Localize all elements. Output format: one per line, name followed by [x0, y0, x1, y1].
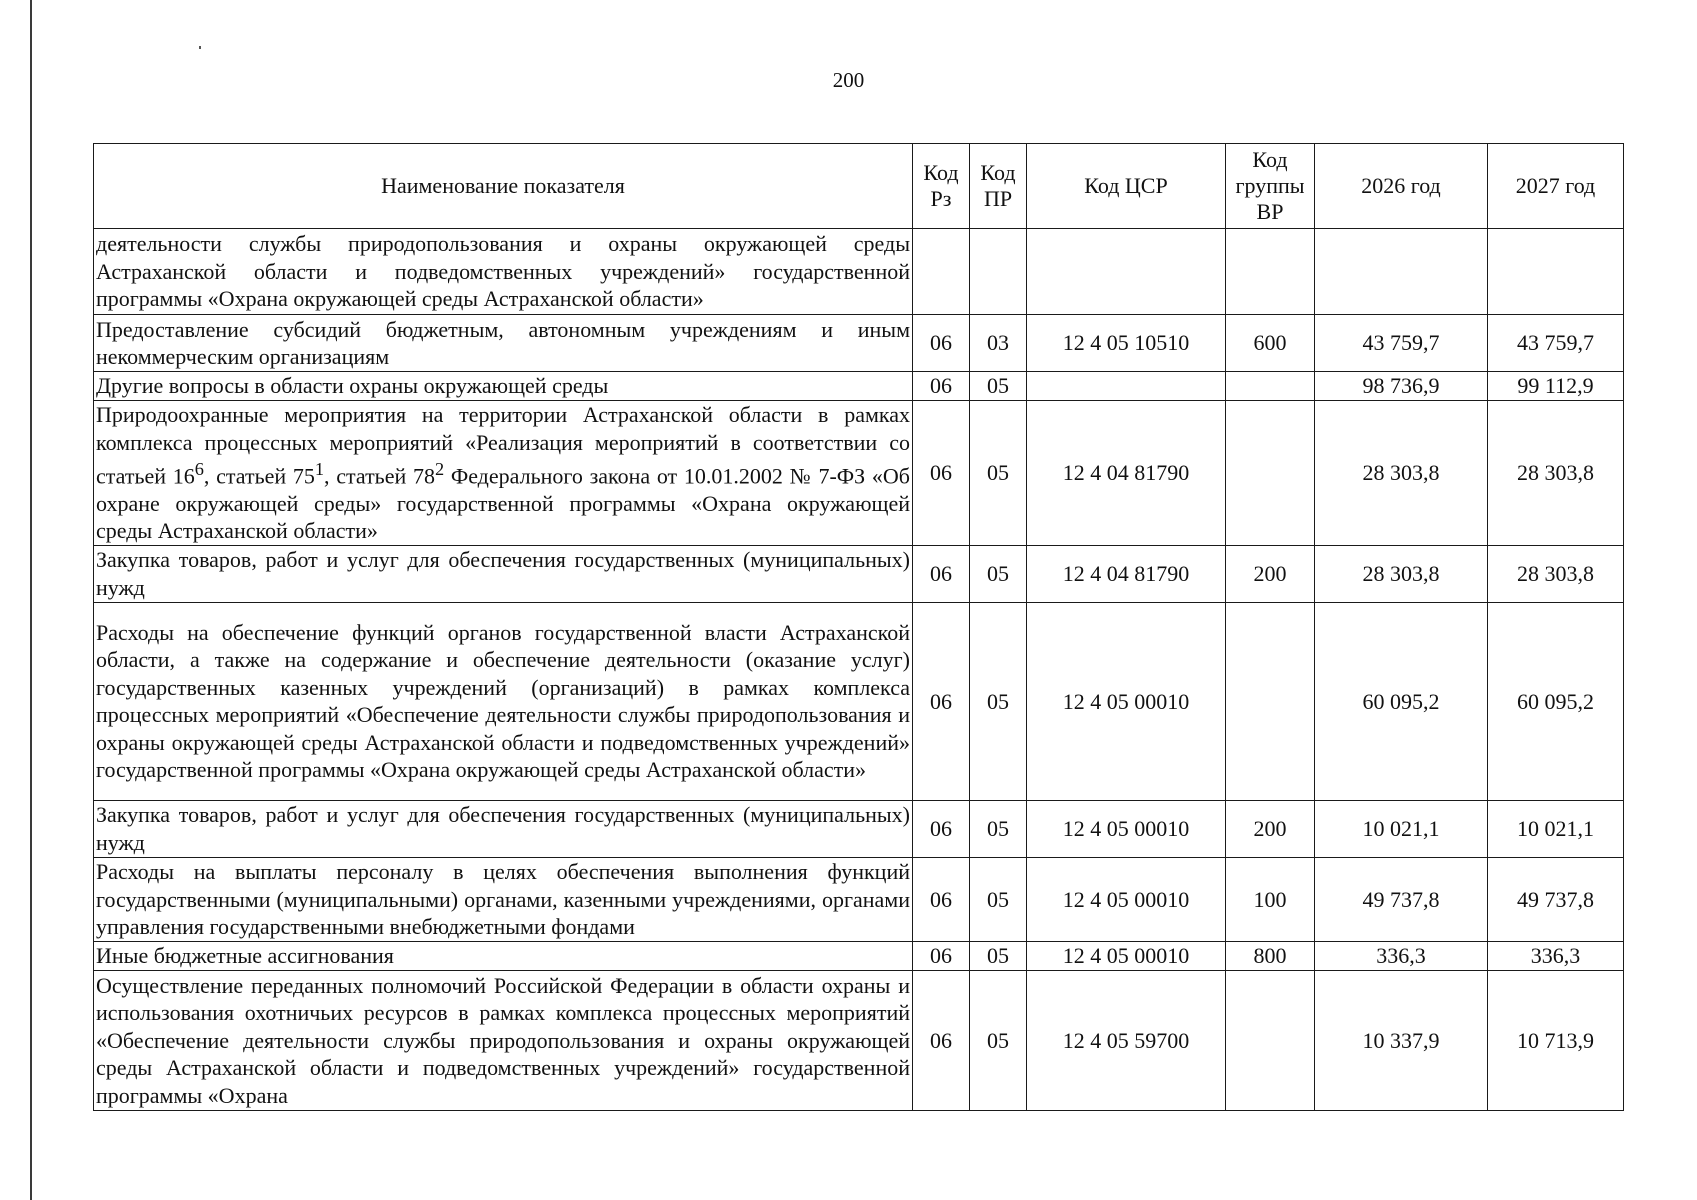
header-pr: Код ПР: [970, 144, 1027, 229]
row-vr: [1226, 602, 1315, 800]
table-header-row: [94, 144, 1624, 229]
row-vr: 200: [1226, 545, 1315, 602]
row-vr: 600: [1226, 315, 1315, 372]
row-2027: 10 021,1: [1488, 800, 1624, 857]
row-pr: [970, 229, 1027, 315]
row-csr: 12 4 05 00010: [1027, 857, 1226, 941]
row-name: Закупка товаров, работ и услуг для обеспечения государственных (муниципальных) нужд: [94, 800, 913, 857]
header-csr: Код ЦСР: [1027, 144, 1226, 229]
table-row: [94, 229, 1624, 315]
table-row: [94, 545, 1624, 602]
row-name-part: , статьей 78: [324, 463, 435, 489]
row-vr: [1226, 229, 1315, 315]
table-row: [94, 315, 1624, 372]
row-rz: 06: [913, 372, 970, 401]
header-vr: Код группы ВР: [1226, 144, 1315, 229]
row-2027: 28 303,8: [1488, 401, 1624, 546]
row-2026: 49 737,8: [1315, 857, 1488, 941]
header-rz: Код Рз: [913, 144, 970, 229]
row-pr: 05: [970, 545, 1027, 602]
row-rz: 06: [913, 857, 970, 941]
row-2026: 98 736,9: [1315, 372, 1488, 401]
row-name: Расходы на выплаты персоналу в целях обеспечения выполнения функций государственными (муниципальными) органами, казенными учреждениями, органами управления государственными внебюджетными фондами: [94, 857, 913, 941]
row-csr: 12 4 05 00010: [1027, 602, 1226, 800]
row-2026: 28 303,8: [1315, 545, 1488, 602]
row-2026: 28 303,8: [1315, 401, 1488, 546]
row-2026: 10 021,1: [1315, 800, 1488, 857]
row-2026: 43 759,7: [1315, 315, 1488, 372]
row-rz: [913, 229, 970, 315]
row-name: Иные бюджетные ассигнования: [94, 941, 913, 970]
row-2027: 60 095,2: [1488, 602, 1624, 800]
row-rz: 06: [913, 970, 970, 1110]
row-pr: 05: [970, 857, 1027, 941]
row-2027: [1488, 229, 1624, 315]
row-rz: 06: [913, 545, 970, 602]
row-name: Предоставление субсидий бюджетным, автономным учреждениям и иным некоммерческим организациям: [94, 315, 913, 372]
scan-speck: [199, 46, 201, 49]
table-row: [94, 602, 1624, 800]
row-2026: [1315, 229, 1488, 315]
row-pr: 05: [970, 970, 1027, 1110]
row-vr: [1226, 401, 1315, 546]
row-pr: 05: [970, 800, 1027, 857]
table-row: [94, 857, 1624, 941]
table-row: [94, 941, 1624, 970]
row-name: Закупка товаров, работ и услуг для обеспечения государственных (муниципальных) нужд: [94, 545, 913, 602]
row-csr: [1027, 229, 1226, 315]
superscript: 2: [434, 459, 445, 479]
row-name: Другие вопросы в области охраны окружающей среды: [94, 372, 913, 401]
row-name-part: Федерального закона от 10.01.2002 № 7-ФЗ «Об охране окружающей среды» государственной программы «Охрана окружающей среды Астраханской области»: [96, 463, 910, 544]
row-csr: 12 4 04 81790: [1027, 545, 1226, 602]
row-2027: 49 737,8: [1488, 857, 1624, 941]
superscript: 6: [194, 459, 204, 479]
row-pr: 05: [970, 372, 1027, 401]
row-2026: 10 337,9: [1315, 970, 1488, 1110]
row-2027: 336,3: [1488, 941, 1624, 970]
row-vr: 200: [1226, 800, 1315, 857]
row-2027: 28 303,8: [1488, 545, 1624, 602]
row-csr: [1027, 372, 1226, 401]
superscript: 1: [314, 459, 325, 479]
header-name: Наименование показателя: [94, 144, 913, 229]
row-vr: 100: [1226, 857, 1315, 941]
budget-table: [93, 143, 1624, 1111]
row-csr: 12 4 05 00010: [1027, 941, 1226, 970]
row-name: деятельности службы природопользования и охраны окружающей среды Астраханской области и подведомственных учреждений» государственной программы «Охрана окружающей среды Астраханской области»: [94, 229, 913, 315]
row-pr: 05: [970, 602, 1027, 800]
table-row: [94, 970, 1624, 1110]
row-2027: 43 759,7: [1488, 315, 1624, 372]
page-number: 200: [832, 68, 865, 92]
row-pr: 03: [970, 315, 1027, 372]
table-row: [94, 401, 1624, 546]
row-vr: 800: [1226, 941, 1315, 970]
row-name: Осуществление переданных полномочий Российской Федерации в области охраны и использования охотничьих ресурсов в рамках комплекса процессных мероприятий «Обеспечение деятельности службы природопользования и охраны окружающей среды Астраханской области и подведомственных учреждений» государственной программы «Охрана: [94, 970, 913, 1110]
row-vr: [1226, 970, 1315, 1110]
row-csr: 12 4 04 81790: [1027, 401, 1226, 546]
header-2027: 2027 год: [1488, 144, 1624, 229]
row-rz: 06: [913, 602, 970, 800]
row-name-part: , статьей 75: [203, 463, 315, 489]
row-name: Расходы на обеспечение функций органов государственной власти Астраханской области, а также на содержание и обеспечение деятельности (оказание услуг) государственных казенных учреждений (организаций) в рамках комплекса процессных мероприятий «Обеспечение деятельности службы природопользования и охраны окружающей среды Астраханской области и подведомственных учреждений» государственной программы «Охрана окружающей среды Астраханской области»: [94, 602, 913, 800]
row-csr: 12 4 05 59700: [1027, 970, 1226, 1110]
row-2026: 60 095,2: [1315, 602, 1488, 800]
row-name: [94, 401, 913, 546]
row-2026: 336,3: [1315, 941, 1488, 970]
row-vr: [1226, 372, 1315, 401]
row-csr: 12 4 05 10510: [1027, 315, 1226, 372]
scan-margin-line: [30, 0, 32, 1200]
table-row: [94, 800, 1624, 857]
row-rz: 06: [913, 401, 970, 546]
row-pr: 05: [970, 401, 1027, 546]
row-csr: 12 4 05 00010: [1027, 800, 1226, 857]
row-rz: 06: [913, 315, 970, 372]
row-rz: 06: [913, 800, 970, 857]
row-rz: 06: [913, 941, 970, 970]
table-row: [94, 372, 1624, 401]
row-pr: 05: [970, 941, 1027, 970]
row-2027: 99 112,9: [1488, 372, 1624, 401]
row-2027: 10 713,9: [1488, 970, 1624, 1110]
header-2026: 2026 год: [1315, 144, 1488, 229]
row-name-part: Природоохранные мероприятия на территории Астраханской области в рамках комплекса процессных мероприятий «Реализация мероприятий в соответствии со статьей 16: [96, 402, 910, 489]
